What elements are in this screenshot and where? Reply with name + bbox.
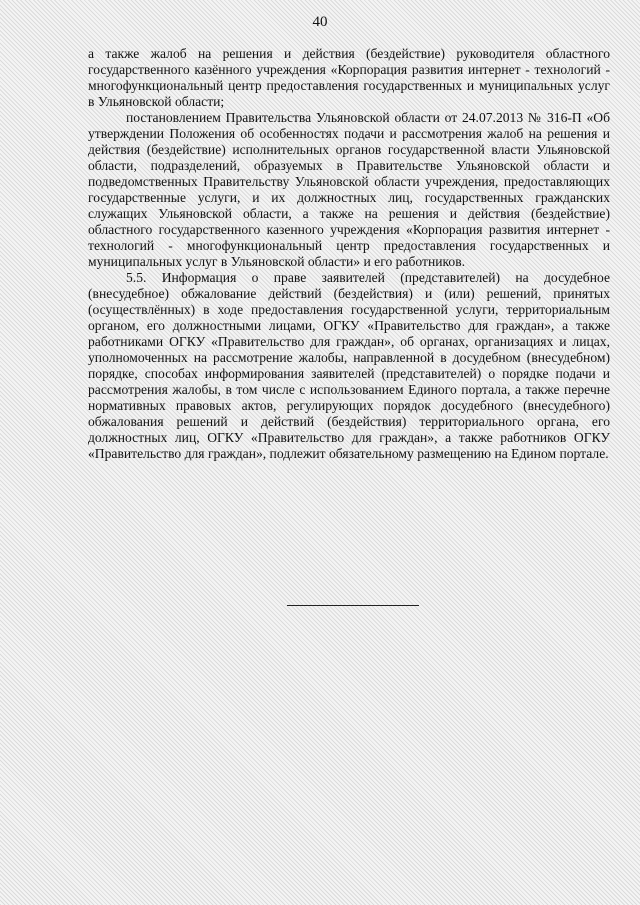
end-separator-line — [287, 605, 419, 606]
paragraph-complaints-continuation: а также жалоб на решения и действия (бездействие) руководителя областного государственного казённого учреждения «Корпорация развития интернет - технологий - многофункциональный центр предоставления государственных и муниципальных услуг в Ульяновской области; — [88, 46, 610, 109]
page-number: 40 — [312, 14, 328, 30]
document-body — [88, 46, 610, 462]
paragraph-resolution-316p: постановлением Правительства Ульяновской области от 24.07.2013 № 316-П «Об утверждении Положения об особенностях подачи и рассмотрения жалоб на решения и действия (бездействие) исполнительных органов государственной власти Ульяновской области, подразделений, образуемых в Правительстве Ульяновской области и подведомственных Правительству Ульяновской области учреждения, предоставляющих государственные услуги, и их должностных лиц, государственных гражданских служащих Ульяновской области, а также на решения и действия (бездействие) областного государственного казенного учреждения «Корпорация развития интернет - технологий - многофункциональный центр предоставления государственных и муниципальных услуг в Ульяновской области» и его работников. — [88, 110, 610, 269]
paragraph-section-5-5: 5.5. Информация о праве заявителей (представителей) на досудебное (внесудебное) обжалование действий (бездействия) и (или) решений, принятых (осуществлённых) в ходе предоставления государственной услуги, территориальным органом, его должностными лицами, ОГКУ «Правительство для граждан», а также работниками ОГКУ «Правительство для граждан», об органах, организациях и лицах, уполномоченных на рассмотрение жалобы, направленной в досудебном (внесудебном) порядке, способах информирования заявителей (представителей) о порядке подачи и рассмотрения жалобы, в том числе с использованием Единого портала, а также перечне нормативных правовых актов, регулирующих порядок досудебного (внесудебного) обжалования решений и действий (бездействия) территориального органа, его должностных лиц, ОГКУ «Правительство для граждан», а также работников ОГКУ «Правительство для граждан», подлежит обязательному размещению на Едином портале. — [88, 270, 610, 461]
